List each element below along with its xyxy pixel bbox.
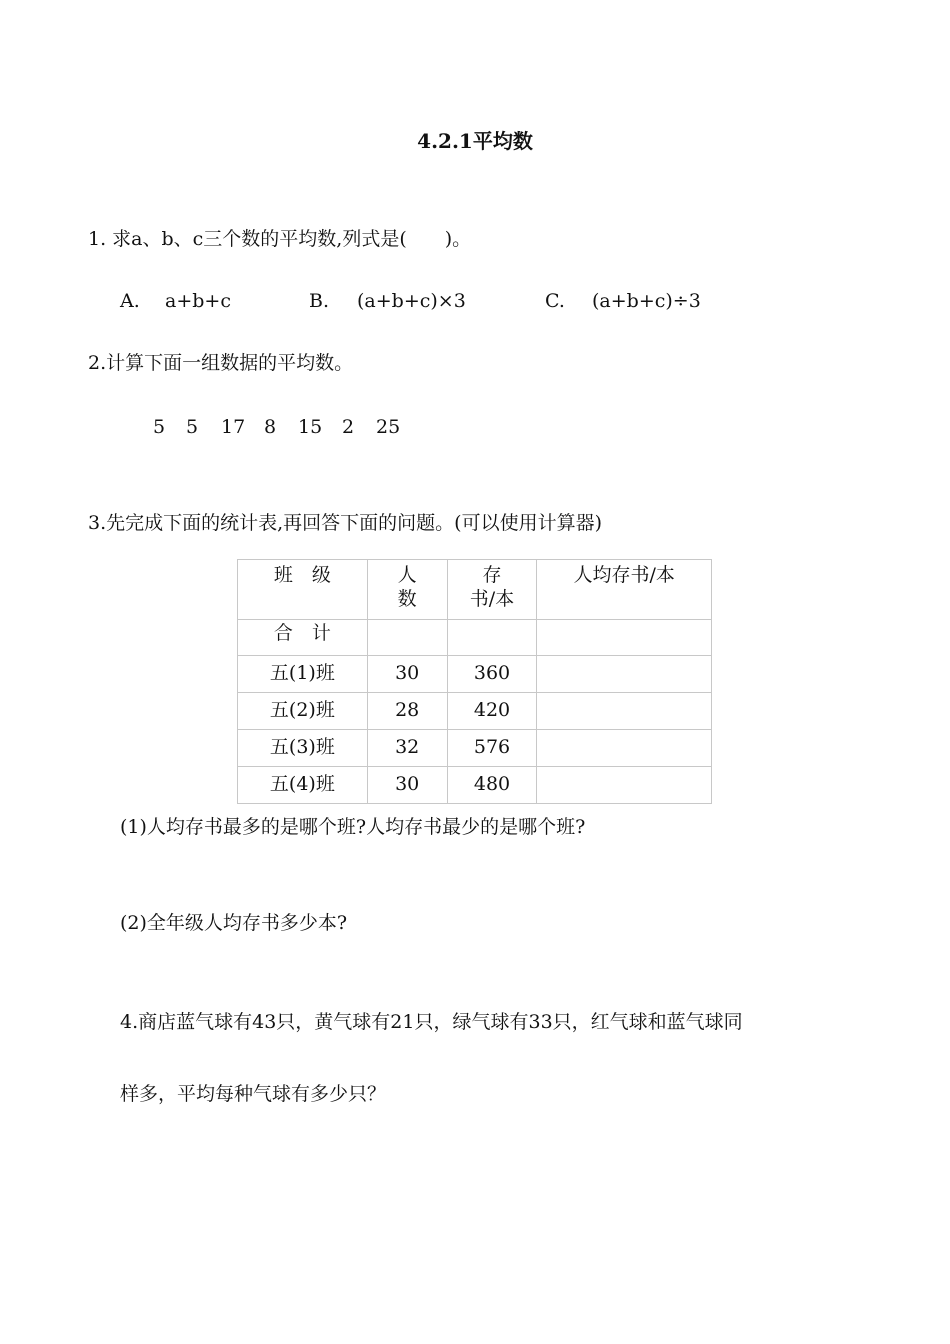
cell-people: 30 <box>367 767 447 804</box>
table-header-row <box>238 560 712 620</box>
question-4-line-1: 4.商店蓝气球有43只，黄气球有21只，绿气球有33只，红气球和蓝气球同 <box>120 1011 743 1033</box>
option-a-letter: A. <box>120 290 140 312</box>
data-number: 15 <box>298 416 323 438</box>
question-3-sub-1: (1)人均存书最多的是哪个班?人均存书最少的是哪个班? <box>120 816 586 838</box>
data-number: 17 <box>221 416 246 438</box>
cell-books: 420 <box>447 693 537 730</box>
option-a <box>120 292 140 311</box>
cell-books: 480 <box>447 767 537 804</box>
table-row <box>238 767 712 804</box>
question-2-stem: 2.计算下面一组数据的平均数。 <box>88 352 354 374</box>
option-c-letter: C. <box>545 290 565 312</box>
question-4-line-2: 样多，平均每种气球有多少只？ <box>120 1083 387 1105</box>
cell-books: 576 <box>447 730 537 767</box>
cell-people: 32 <box>367 730 447 767</box>
cell-average <box>537 730 712 767</box>
cell-average <box>537 767 712 804</box>
cell-class: 五(2)班 <box>238 693 368 730</box>
data-number: 2 <box>342 416 355 438</box>
cell-class: 五(3)班 <box>238 730 368 767</box>
page-title: 4.2.1平均数 <box>417 129 533 153</box>
header-people-text: 人 数 <box>397 564 417 610</box>
cell-people: 28 <box>367 693 447 730</box>
option-b-letter: B. <box>309 290 330 312</box>
cell-total-books <box>447 620 537 656</box>
cell-total-label <box>238 620 368 656</box>
cell-people: 30 <box>367 656 447 693</box>
header-class-text: 班 级 <box>273 564 331 586</box>
header-average-text: 人均存书/本 <box>573 564 675 586</box>
data-number: 25 <box>376 416 401 438</box>
cell-books: 360 <box>447 656 537 693</box>
table-row <box>238 656 712 693</box>
header-books <box>447 560 537 620</box>
data-number: 8 <box>264 416 277 438</box>
option-c <box>545 292 565 311</box>
header-average <box>537 560 712 620</box>
option-a-text: a+b+c <box>165 290 231 312</box>
cell-class: 五(1)班 <box>238 656 368 693</box>
data-number: 5 <box>153 416 166 438</box>
table-row <box>238 693 712 730</box>
header-people <box>367 560 447 620</box>
cell-average <box>537 656 712 693</box>
option-b <box>309 292 329 311</box>
cell-total-average <box>537 620 712 656</box>
option-b-text: (a+b+c)×3 <box>357 290 466 312</box>
table-row-total <box>238 620 712 656</box>
header-books-text: 存 书/本 <box>469 564 515 610</box>
option-c-text: (a+b+c)÷3 <box>592 290 701 312</box>
total-label-text: 合 计 <box>273 622 331 644</box>
header-class <box>238 560 368 620</box>
cell-class: 五(4)班 <box>238 767 368 804</box>
data-number: 5 <box>186 416 199 438</box>
question-3-stem: 3.先完成下面的统计表,再回答下面的问题。(可以使用计算器) <box>88 512 602 534</box>
cell-total-people <box>367 620 447 656</box>
question-1-stem: 1. 求a、b、c三个数的平均数,列式是( )。 <box>88 228 472 250</box>
question-3-sub-2: (2)全年级人均存书多少本? <box>120 912 348 934</box>
table-row <box>238 730 712 767</box>
statistics-table <box>237 559 712 804</box>
cell-average <box>537 693 712 730</box>
